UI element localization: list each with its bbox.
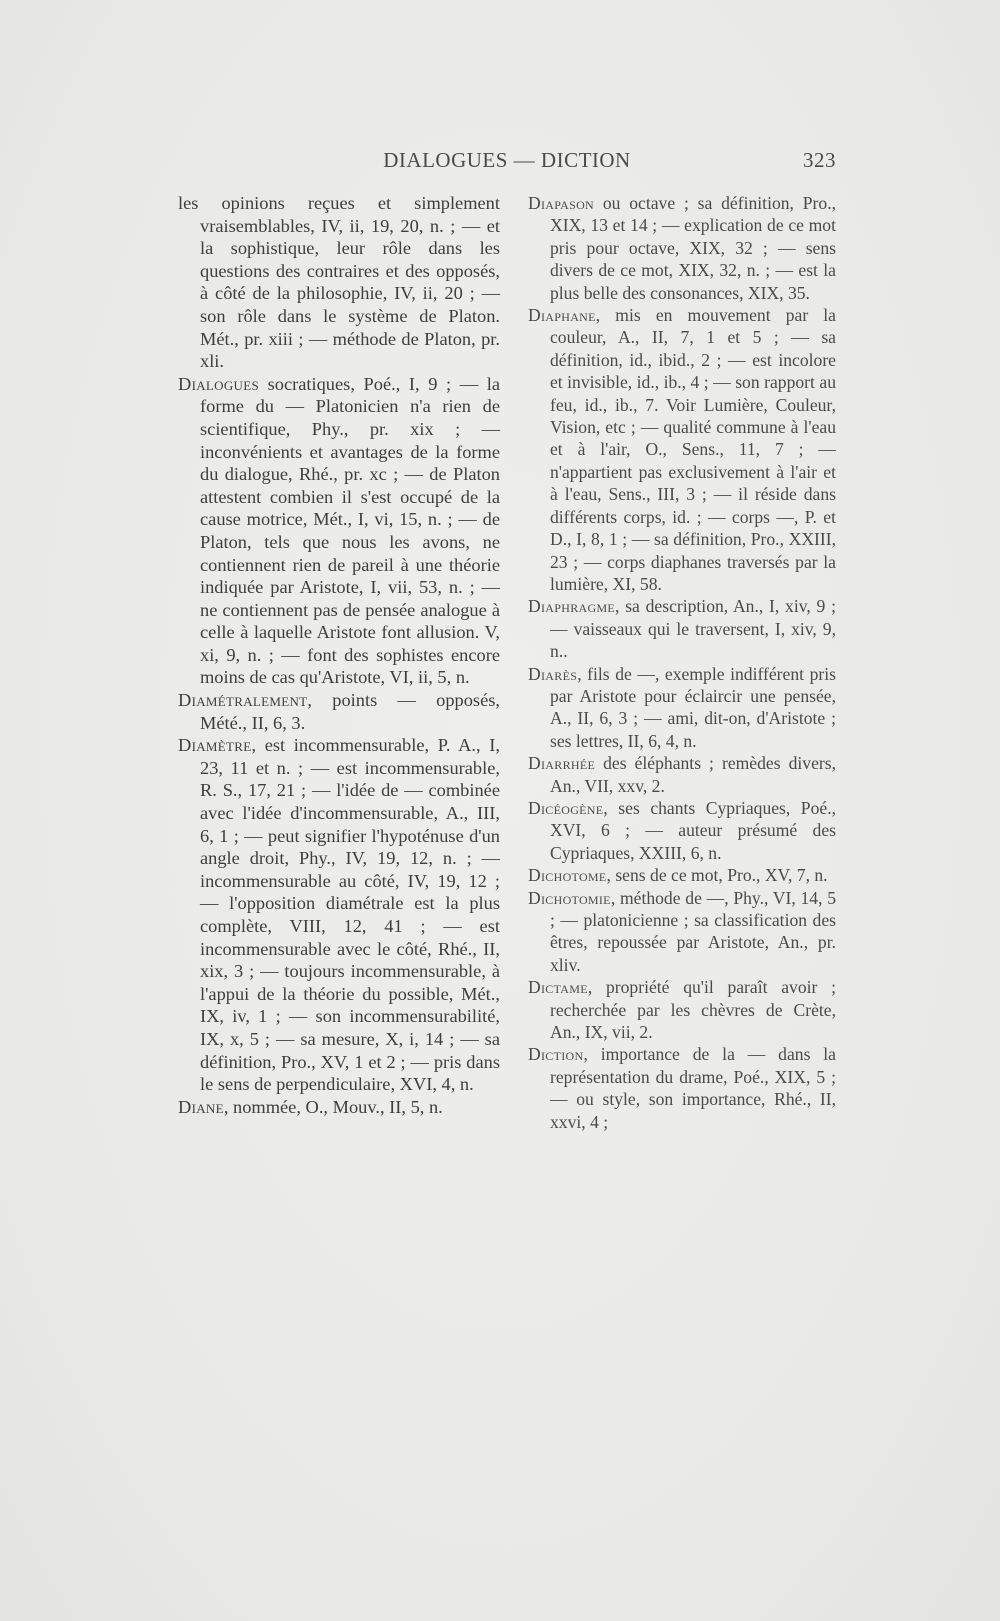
index-entry: Dicéogène, ses chants Cypriaques, Poé., XVI, 6 ; — auteur présumé des Cypriaques, XXIII, 6, n. (528, 797, 836, 863)
index-entry: Dialogues socratiques, Poé., I, 9 ; — la forme du — Platonicien n'a rien de scientifique, Phy., pr. xix ; — inconvénients et avantages de la forme du dialogue, Rhé., pr. xc ; — de Platon attestent combien il s'est occupé de la cause motrice, Mét., I, vi, 15, n. ; — de Platon, tels que nous les avons, ne contiennent rien de pareil à une théorie indiquée par Aristote, I, vii, 53, n. ; — ne contiennent pas de pensée analogue à celle à laquelle Aristote font allusion. V, xi, 9, n. ; — font des sophistes encore moins de cas qu'Aristote, VI, ii, 5, n. (178, 373, 500, 688)
left-column (178, 192, 500, 1118)
index-entry: Dichotomie, méthode de —, Phy., VI, 14, 5 ; — platonicienne ; sa classification des êtres, repoussée par Aristote, An., pr. xliv. (528, 887, 836, 975)
index-entry: Diaphragme, sa description, An., I, xiv, 9 ; — vaisseaux qui le traversent, I, xiv, 9, n.. (528, 596, 836, 662)
index-entry: Dictame, propriété qu'il paraît avoir ; recherchée par les chèvres de Crète, An., IX, vii, 2. (528, 977, 836, 1043)
running-title: DIALOGUES — DICTION (383, 148, 631, 172)
index-entry: Diaphane, mis en mouvement par la couleur, A., II, 7, 1 et 5 ; — sa définition, id., ibid., 2 ; — est incolore et invisible, id., ib., 4 ; — son rapport au feu, id., ib., 7. Voir Lumière, Couleur, Vision, etc ; — qualité commune à l'eau et à l'air, O., Sens., 11, 7 ; — n'appartient pas exclusivement à l'air et à l'eau, Sens., III, 3 ; — il réside dans différents corps, id. ; — corps —, P. et D., I, 8, 1 ; — sa définition, Pro., XXIII, 23 ; — corps diaphanes traversés par la lumière, XI, 58. (528, 305, 836, 594)
index-entry: les opinions reçues et simplement vraisemblables, IV, ii, 19, 20, n. ; — et la sophistique, leur rôle dans les questions des contraires et des opposés, à côté de la philosophie, IV, ii, 20 ; — son rôle dans le système de Platon. Mét., pr. xiii ; — méthode de Platon, pr. xli. (178, 193, 500, 372)
index-entry: Diarès, fils de —, exemple indifférent pris par Aristote pour éclaircir une pensée, A., II, 6, 3 ; — ami, dit-on, d'Aristote ; ses lettres, II, 6, 4, n. (528, 663, 836, 751)
index-entry: Diane, nommée, O., Mouv., II, 5, n. (178, 1096, 443, 1117)
index-entry: Dichotome, sens de ce mot, Pro., XV, 7, n. (528, 865, 828, 886)
page-number: 323 (803, 148, 836, 172)
index-entry: Diamètre, est incommensurable, P. A., I, 23, 11 et n. ; — est incommensurable, R. S., 17, 21 ; — l'idée de — combinée avec l'idée d'incommensurable, A., III, 6, 1 ; — peut signifier l'hypoténuse d'un angle droit, Phy., IV, 19, 12, n. ; — incommensurable au côté, IV, 19, 12 ; — l'opposition diamétrale est la plus complète, VIII, 12, 41 ; — est incommensurable avec le côté, Rhé., II, xix, 3 ; — toujours incommensurable, à l'appui de la théorie du possible, Mét., IX, iv, 1 ; — son incommensurabilité, IX, x, 5 ; — sa mesure, X, i, 14 ; — sa définition, Pro., XV, 1 et 2 ; — pris dans le sens de perpendiculaire, XVI, 4, n. (178, 735, 500, 1095)
running-header (178, 148, 836, 178)
index-entry: Diamétralement, points — opposés, Mété., II, 6, 3. (178, 690, 500, 733)
index-entry: Diapason ou octave ; sa définition, Pro., XIX, 13 et 14 ; — explication de ce mot pris pour octave, XIX, 32 ; — sens divers de ce mot, XIX, 32, n. ; — est la plus belle des consonances, XIX, 35. (528, 193, 836, 303)
index-entry: Diction, importance de la — dans la représentation du drame, Poé., XIX, 5 ; — ou style, son importance, Rhé., II, xxvi, 4 ; (528, 1044, 836, 1132)
index-entry: Diarrhée des éléphants ; remèdes divers, An., VII, xxv, 2. (528, 753, 836, 796)
right-column (528, 192, 836, 1133)
